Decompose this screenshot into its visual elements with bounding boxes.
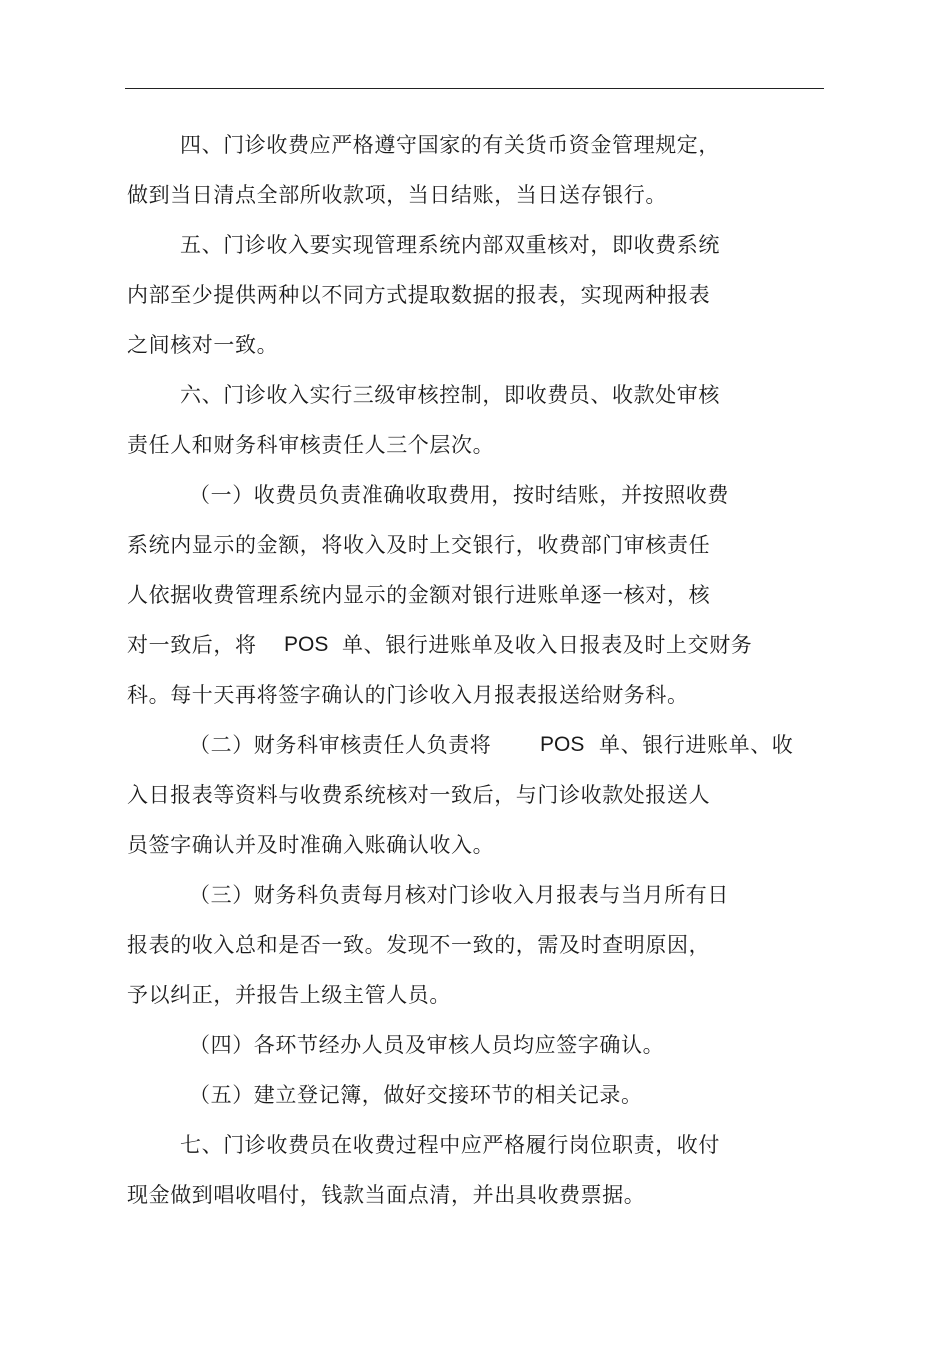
item-3-line-1: （三）财务科负责每月核对门诊收入月报表与当月所有日 bbox=[189, 883, 729, 907]
paragraph-6-line-2: 责任人和财务科审核责任人三个层次。 bbox=[127, 433, 495, 457]
item-1-pos-text: POS bbox=[284, 633, 329, 656]
item-2-pos-text: POS bbox=[540, 733, 585, 756]
item-1-line-4-start: 对一致后，将 bbox=[127, 633, 257, 657]
item-2-line-2: 入日报表等资料与收费系统核对一致后，与门诊收款处报送人 bbox=[127, 783, 711, 807]
item-1-line-5: 科。每十天再将签字确认的门诊收入月报表报送给财务科。 bbox=[127, 683, 689, 707]
item-1-line-1: （一）收费员负责准确收取费用，按时结账，并按照收费 bbox=[189, 483, 729, 507]
item-4-line-1: （四）各环节经办人员及审核人员均应签字确认。 bbox=[189, 1033, 665, 1057]
item-2-line-3: 员签字确认并及时准确入账确认收入。 bbox=[127, 833, 495, 857]
paragraph-7-line-1: 七、门诊收费员在收费过程中应严格履行岗位职责，收付 bbox=[180, 1133, 720, 1157]
item-1-line-4-end: 单、银行进账单及收入日报表及时上交财务 bbox=[342, 633, 753, 657]
paragraph-5-line-2: 内部至少提供两种以不同方式提取数据的报表，实现两种报表 bbox=[127, 283, 711, 307]
item-3-line-2: 报表的收入总和是否一致。发现不一致的，需及时查明原因， bbox=[127, 933, 711, 957]
item-1-line-2: 系统内显示的金额，将收入及时上交银行，收费部门审核责任 bbox=[127, 533, 711, 557]
paragraph-5-line-1: 五、门诊收入要实现管理系统内部双重核对，即收费系统 bbox=[180, 233, 720, 257]
item-5-line-1: （五）建立登记簿，做好交接环节的相关记录。 bbox=[189, 1083, 643, 1107]
paragraph-6-line-1: 六、门诊收入实行三级审核控制，即收费员、收款处审核 bbox=[180, 383, 720, 407]
item-2-line-1-end: 单、银行进账单、收 bbox=[599, 733, 794, 757]
paragraph-7-line-2: 现金做到唱收唱付，钱款当面点清，并出具收费票据。 bbox=[127, 1183, 646, 1207]
paragraph-4-line-1: 四、门诊收费应严格遵守国家的有关货币资金管理规定， bbox=[180, 133, 720, 157]
paragraph-5-line-3: 之间核对一致。 bbox=[127, 333, 279, 357]
item-3-line-3: 予以纠正，并报告上级主管人员。 bbox=[127, 983, 451, 1007]
item-2-line-1-start: （二）财务科审核责任人负责将 bbox=[189, 733, 492, 757]
header-rule bbox=[125, 88, 824, 89]
item-1-line-3: 人依据收费管理系统内显示的金额对银行进账单逐一核对，核 bbox=[127, 583, 711, 607]
paragraph-4-line-2: 做到当日清点全部所收款项，当日结账，当日送存银行。 bbox=[127, 183, 667, 207]
